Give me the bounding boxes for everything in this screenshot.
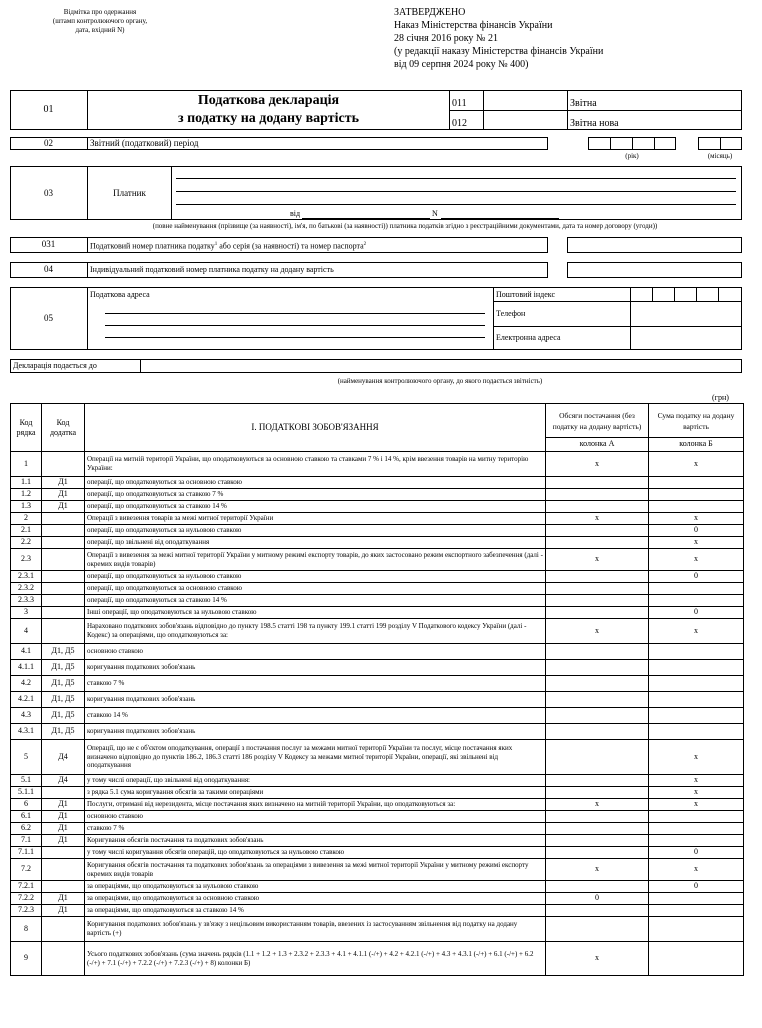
table-row (11, 740, 744, 775)
header-column-a: колонка А (546, 438, 649, 452)
table-row (11, 823, 744, 835)
row-appendix (42, 917, 85, 942)
row-appendix: Д4 (42, 775, 85, 787)
row-value-b[interactable]: x (649, 549, 744, 571)
row-value-a[interactable] (546, 676, 649, 692)
tax-liabilities-table (10, 403, 744, 976)
title-line-1: Податкова декларація (197, 93, 340, 108)
row-appendix (42, 859, 85, 881)
row-appendix (42, 881, 85, 893)
row-description: Операції, що не є об'єктом оподаткування, операції з постачання послуг за межами митної території України та послуг, місце постачання яких визначено відповідно до пунктів 186.2, 186.3 статті 186 розділу V Кодексу за межами митної території України, операції, які звільнені від оподаткування (85, 740, 546, 775)
row-value-b[interactable] (649, 595, 744, 607)
row-value-b[interactable] (649, 676, 744, 692)
table-row (11, 549, 744, 571)
row-code: 7.2 (11, 859, 42, 881)
row-code: 6.1 (11, 811, 42, 823)
row-appendix: Д1, Д5 (42, 676, 85, 692)
field-02-label: Звітний (податковий) період (90, 138, 199, 148)
field-03-note: (повне найменування (прізвище (за наявності), ім'я, по батькові (за наявності)) платника податків згідно з реєстраційними документами, дата та номер договору (угоди)) (152, 222, 658, 230)
row-value-b[interactable] (649, 893, 744, 905)
row-value-a[interactable] (546, 787, 649, 799)
field-012-code: 012 (452, 118, 467, 129)
row-appendix: Д1, Д5 (42, 692, 85, 708)
row-value-a[interactable] (546, 811, 649, 823)
row-appendix (42, 595, 85, 607)
submit-note: (найменування контролюючого органу, до якого подається звітність) (337, 377, 543, 385)
row-description: основною ставкою (85, 811, 546, 823)
row-value-a[interactable] (546, 740, 649, 775)
header-section-title: І. ПОДАТКОВІ ЗОБОВ'ЯЗАННЯ (85, 404, 546, 452)
row-value-a[interactable] (546, 477, 649, 489)
row-value-b[interactable]: x (649, 537, 744, 549)
row-value-a[interactable] (546, 708, 649, 724)
row-value-b[interactable]: x (649, 775, 744, 787)
row-appendix: Д1, Д5 (42, 724, 85, 740)
table-row (11, 452, 744, 477)
row-code: 2.3.2 (11, 583, 42, 595)
row-description: Операції з вивезення товарів за межі митної території України (85, 513, 546, 525)
table-row (11, 787, 744, 799)
title-line-2: з податку на додану вартість (177, 111, 360, 126)
row-appendix (42, 583, 85, 595)
postal-code-label: Поштовий індекс (496, 290, 556, 299)
row-value-b[interactable] (649, 644, 744, 660)
row-appendix (42, 452, 85, 477)
row-code: 7.1.1 (11, 847, 42, 859)
row-description: коригування податкових зобов'язань (85, 660, 546, 676)
row-value-a[interactable]: x (546, 859, 649, 881)
row-description: Нараховано податкових зобов'язань відповідно до пункту 198.5 статті 198 та пункту 199.1 статті 199 розділу V Податкового кодексу України (далі - Кодекс) за операціями, що оподатковуються за: (85, 619, 546, 644)
row-description: операції, що звільнені від оподаткування (85, 537, 546, 549)
tax-number-input[interactable] (567, 237, 742, 253)
row-appendix: Д1 (42, 811, 85, 823)
row-appendix (42, 571, 85, 583)
table-row (11, 881, 744, 893)
row-appendix (42, 619, 85, 644)
phone-label: Телефон (496, 309, 526, 318)
table-row (11, 607, 744, 619)
row-appendix (42, 537, 85, 549)
row-value-a[interactable] (546, 595, 649, 607)
row-description: операції, що оподатковуються за основною ставкою (85, 477, 546, 489)
tax-authority-input[interactable] (141, 360, 741, 372)
approval-line: від 09 серпня 2024 року № 400) (394, 59, 529, 70)
row-code: 4.1.1 (11, 660, 42, 676)
field-03-from-label: від (290, 209, 301, 218)
row-appendix: Д4 (42, 740, 85, 775)
row-value-a[interactable] (546, 525, 649, 537)
row-value-b[interactable]: 0 (649, 571, 744, 583)
approval-line: (у редакції наказу Міністерства фінансів України (394, 46, 604, 57)
field-031-label-text: Податковий номер платника податку (90, 241, 215, 251)
field-03-number-label: N (432, 209, 438, 218)
row-value-b[interactable] (649, 835, 744, 847)
header-column-b: колонка Б (649, 438, 744, 452)
row-value-a[interactable]: x (546, 799, 649, 811)
row-code: 2.3.3 (11, 595, 42, 607)
row-code: 2.2 (11, 537, 42, 549)
table-row (11, 660, 744, 676)
row-value-b[interactable] (649, 942, 744, 976)
row-description: з рядка 5.1 сума коригування обсягів за такими операціями (85, 787, 546, 799)
row-code: 4.2.1 (11, 692, 42, 708)
phone-input[interactable] (631, 302, 741, 325)
row-appendix: Д1 (42, 893, 85, 905)
row-value-b[interactable] (649, 823, 744, 835)
header-code: Код рядка (11, 404, 42, 452)
approval-line: ЗАТВЕРДЖЕНО (394, 7, 466, 18)
table-row (11, 708, 744, 724)
row-value-a[interactable] (546, 905, 649, 917)
row-value-b[interactable] (649, 811, 744, 823)
table-row (11, 489, 744, 501)
row-code: 6 (11, 799, 42, 811)
row-description: у тому числі операції, що звільнені від оподаткування: (85, 775, 546, 787)
field-01-code: 01 (43, 104, 54, 115)
row-description: операції, що оподатковуються за основною ставкою (85, 583, 546, 595)
row-value-b[interactable] (649, 660, 744, 676)
field-011-code: 011 (452, 98, 467, 109)
table-row (11, 905, 744, 917)
row-code: 5.1 (11, 775, 42, 787)
row-appendix (42, 607, 85, 619)
row-appendix: Д1, Д5 (42, 660, 85, 676)
row-code: 1.1 (11, 477, 42, 489)
tax-address-input[interactable] (105, 302, 485, 338)
email-input[interactable] (631, 327, 741, 349)
field-012-checkbox[interactable] (485, 112, 566, 129)
row-code: 7.1 (11, 835, 42, 847)
table-row (11, 835, 744, 847)
row-code: 4.3 (11, 708, 42, 724)
row-description: операції, що оподатковуються за ставкою 14 % (85, 501, 546, 513)
row-appendix: Д1 (42, 477, 85, 489)
postal-code-input[interactable] (631, 288, 741, 300)
row-description: операції, що оподатковуються за нульовою ставкою (85, 525, 546, 537)
row-code: 4.1 (11, 644, 42, 660)
row-value-a[interactable] (546, 660, 649, 676)
email-label: Електронна адреса (496, 333, 561, 342)
row-description: Інші операції, що оподатковуються за нульовою ставкою (85, 607, 546, 619)
field-03-label: Платник (113, 188, 146, 198)
header-appendix: Код додатка (42, 404, 85, 452)
footnote-2: 2 (363, 242, 367, 247)
table-row (11, 799, 744, 811)
row-value-b[interactable] (649, 724, 744, 740)
table-row (11, 676, 744, 692)
row-appendix: Д1 (42, 905, 85, 917)
row-description: за операціями, що оподатковуються за ставкою 14 % (85, 905, 546, 917)
row-value-a[interactable]: 0 (546, 893, 649, 905)
row-code: 7.2.1 (11, 881, 42, 893)
table-row (11, 811, 744, 823)
row-description: Операції з вивезення за межі митної території України у митному режимі експорту товарів, до яких застосовано режим експортного забезпечення (далі - окремих видів товарів) (85, 549, 546, 571)
currency-unit: (грн) (712, 393, 729, 402)
row-value-a[interactable] (546, 835, 649, 847)
field-05-code: 05 (44, 313, 53, 323)
row-code: 2.3 (11, 549, 42, 571)
field-011-checkbox[interactable] (485, 92, 566, 109)
row-code: 2 (11, 513, 42, 525)
table-row (11, 724, 744, 740)
row-value-a[interactable]: x (546, 619, 649, 644)
row-appendix: Д1 (42, 823, 85, 835)
row-value-a[interactable] (546, 537, 649, 549)
row-code: 6.2 (11, 823, 42, 835)
row-value-b[interactable]: x (649, 452, 744, 477)
field-02-code: 02 (44, 138, 53, 148)
table-row (11, 525, 744, 537)
table-row (11, 537, 744, 549)
table-row (11, 775, 744, 787)
row-value-a[interactable] (546, 607, 649, 619)
table-row (11, 859, 744, 881)
row-value-a[interactable] (546, 692, 649, 708)
field-011-label: Звітна (570, 98, 597, 109)
row-value-b[interactable]: x (649, 799, 744, 811)
row-value-b[interactable] (649, 583, 744, 595)
row-description: основною ставкою (85, 644, 546, 660)
row-description: Усього податкових зобов'язань (сума значень рядків (1.1 + 1.2 + 1.3 + 2.3.2 + 2.3.3 + 4.1 + 4.1.1 (-/+) + 4.2 + 4.2.1 (-/+) + 4.3 + 4.3.1 (-/+) + 6.1 (-/+) + 6.2 (-/+) + 7.1 (-/+) + 7.2.2 (-/+) + 7.2.3 (-/+) + 8) колонки Б) (85, 942, 546, 976)
row-description: за операціями, що оподатковуються за нульовою ставкою (85, 881, 546, 893)
row-description: операції, що оподатковуються за ставкою 7 % (85, 489, 546, 501)
table-row (11, 692, 744, 708)
row-description: Коригування обсягів постачання та податкових зобов'язань за операціями з вивезення за межі митної території України у митному режимі експорту окремих видів товарів (85, 859, 546, 881)
row-value-a[interactable] (546, 489, 649, 501)
row-value-a[interactable] (546, 571, 649, 583)
row-code: 2.1 (11, 525, 42, 537)
header-volume: Обсяги постачання (без податку на додану вартість) (546, 404, 649, 438)
table-row (11, 847, 744, 859)
row-value-b[interactable]: x (649, 513, 744, 525)
row-description: Коригування податкових зобов'язань у зв'язку з нецільовим використанням товарів, ввезених із застосуванням звільнення від податку на додану вартість (+) (85, 917, 546, 942)
row-appendix: Д1 (42, 835, 85, 847)
row-value-b[interactable] (649, 708, 744, 724)
row-appendix (42, 549, 85, 571)
table-row (11, 942, 744, 976)
row-description: за операціями, що оподатковуються за основною ставкою (85, 893, 546, 905)
row-value-a[interactable] (546, 583, 649, 595)
period-month-label: (місяць) (707, 152, 733, 160)
row-description: Операції на митній території України, що оподатковуються за основною ставкою та ставками 7 % і 14 %, крім ввезення товарів на митну територію України: (85, 452, 546, 477)
row-value-a[interactable] (546, 775, 649, 787)
row-code: 4.3.1 (11, 724, 42, 740)
row-description: ставкою 14 % (85, 708, 546, 724)
table-row (11, 917, 744, 942)
row-value-b[interactable] (649, 905, 744, 917)
row-description: Послуги, отримані від нерезидента, місце постачання яких визначено на митній території України, що оподатковуються за: (85, 799, 546, 811)
table-row (11, 893, 744, 905)
row-code: 5.1.1 (11, 787, 42, 799)
stamp-note-line: (штамп контролюючого органу, (52, 17, 148, 25)
row-code: 7.2.3 (11, 905, 42, 917)
row-value-a[interactable]: x (546, 452, 649, 477)
row-value-a[interactable] (546, 881, 649, 893)
page-title (88, 92, 449, 128)
row-appendix: Д1 (42, 501, 85, 513)
row-value-b[interactable]: x (649, 787, 744, 799)
submit-label: Декларація подається до (13, 361, 97, 370)
row-value-a[interactable] (546, 823, 649, 835)
row-value-a[interactable] (546, 644, 649, 660)
footnote-1: 1 (214, 242, 218, 247)
field-04-code: 04 (44, 264, 53, 274)
approval-line: Наказ Міністерства фінансів України (394, 20, 553, 31)
vat-number-input[interactable] (567, 262, 742, 278)
row-appendix (42, 942, 85, 976)
field-03-code: 03 (44, 188, 53, 198)
row-appendix: Д1 (42, 799, 85, 811)
row-code: 4.2 (11, 676, 42, 692)
row-description: у тому числі коригування обсягів операцій, що оподатковуються за нульовою ставкою (85, 847, 546, 859)
row-description: операції, що оподатковуються за ставкою 14 % (85, 595, 546, 607)
field-031-label (90, 240, 366, 252)
row-appendix: Д1, Д5 (42, 708, 85, 724)
row-description: ставкою 7 % (85, 676, 546, 692)
row-value-b[interactable] (649, 489, 744, 501)
field-031-label-text-2: або серія (за наявності) та номер паспорта (217, 241, 364, 251)
row-value-b[interactable]: 0 (649, 607, 744, 619)
row-value-b[interactable]: 0 (649, 525, 744, 537)
row-description: ставкою 7 % (85, 823, 546, 835)
row-value-a[interactable] (546, 847, 649, 859)
row-code: 9 (11, 942, 42, 976)
row-value-a[interactable]: x (546, 549, 649, 571)
row-description: коригування податкових зобов'язань (85, 692, 546, 708)
row-appendix: Д1 (42, 489, 85, 501)
row-appendix (42, 787, 85, 799)
row-appendix (42, 525, 85, 537)
approval-block (394, 6, 734, 71)
row-value-b[interactable]: 0 (649, 881, 744, 893)
row-description: Коригування обсягів постачання та податкових зобов'язань (85, 835, 546, 847)
row-value-b[interactable]: x (649, 740, 744, 775)
row-code: 1.2 (11, 489, 42, 501)
row-value-a[interactable] (546, 501, 649, 513)
row-description: операції, що оподатковуються за нульовою ставкою (85, 571, 546, 583)
table-row (11, 583, 744, 595)
row-value-b[interactable]: x (649, 859, 744, 881)
table-row (11, 501, 744, 513)
row-value-a[interactable]: x (546, 513, 649, 525)
field-012-label: Звітна нова (570, 118, 619, 129)
table-row (11, 644, 744, 660)
row-value-a[interactable]: x (546, 942, 649, 976)
row-code: 1 (11, 452, 42, 477)
row-value-a[interactable] (546, 724, 649, 740)
stamp-note-line: Відмітка про одержання (63, 8, 137, 16)
row-code: 7.2.2 (11, 893, 42, 905)
table-row (11, 619, 744, 644)
stamp-note-line: дата, вхідний N) (75, 26, 125, 34)
row-code: 8 (11, 917, 42, 942)
row-description: коригування податкових зобов'язань (85, 724, 546, 740)
payer-name-input[interactable] (176, 168, 736, 216)
table-row (11, 477, 744, 489)
row-value-b[interactable] (649, 917, 744, 942)
row-value-a[interactable] (546, 917, 649, 942)
field-031-code: 031 (41, 239, 56, 249)
row-value-b[interactable]: x (649, 619, 744, 644)
row-code: 2.3.1 (11, 571, 42, 583)
stamp-note (30, 8, 170, 35)
header-tax: Сума податку на додану вартість (649, 404, 744, 438)
row-code: 4 (11, 619, 42, 644)
table-row (11, 513, 744, 525)
row-appendix (42, 513, 85, 525)
tax-address-label: Податкова адреса (90, 290, 150, 299)
row-code: 5 (11, 740, 42, 775)
approval-line: 28 січня 2016 року № 21 (394, 33, 498, 44)
row-value-b[interactable] (649, 501, 744, 513)
period-year-label: (рік) (625, 152, 639, 160)
row-value-b[interactable] (649, 692, 744, 708)
row-appendix (42, 847, 85, 859)
row-code: 3 (11, 607, 42, 619)
row-appendix: Д1, Д5 (42, 644, 85, 660)
field-04-label: Індивідуальний податковий номер платника податку на додану вартість (90, 265, 334, 274)
row-value-b[interactable]: 0 (649, 847, 744, 859)
row-code: 1.3 (11, 501, 42, 513)
row-value-b[interactable] (649, 477, 744, 489)
table-row (11, 571, 744, 583)
table-row (11, 595, 744, 607)
